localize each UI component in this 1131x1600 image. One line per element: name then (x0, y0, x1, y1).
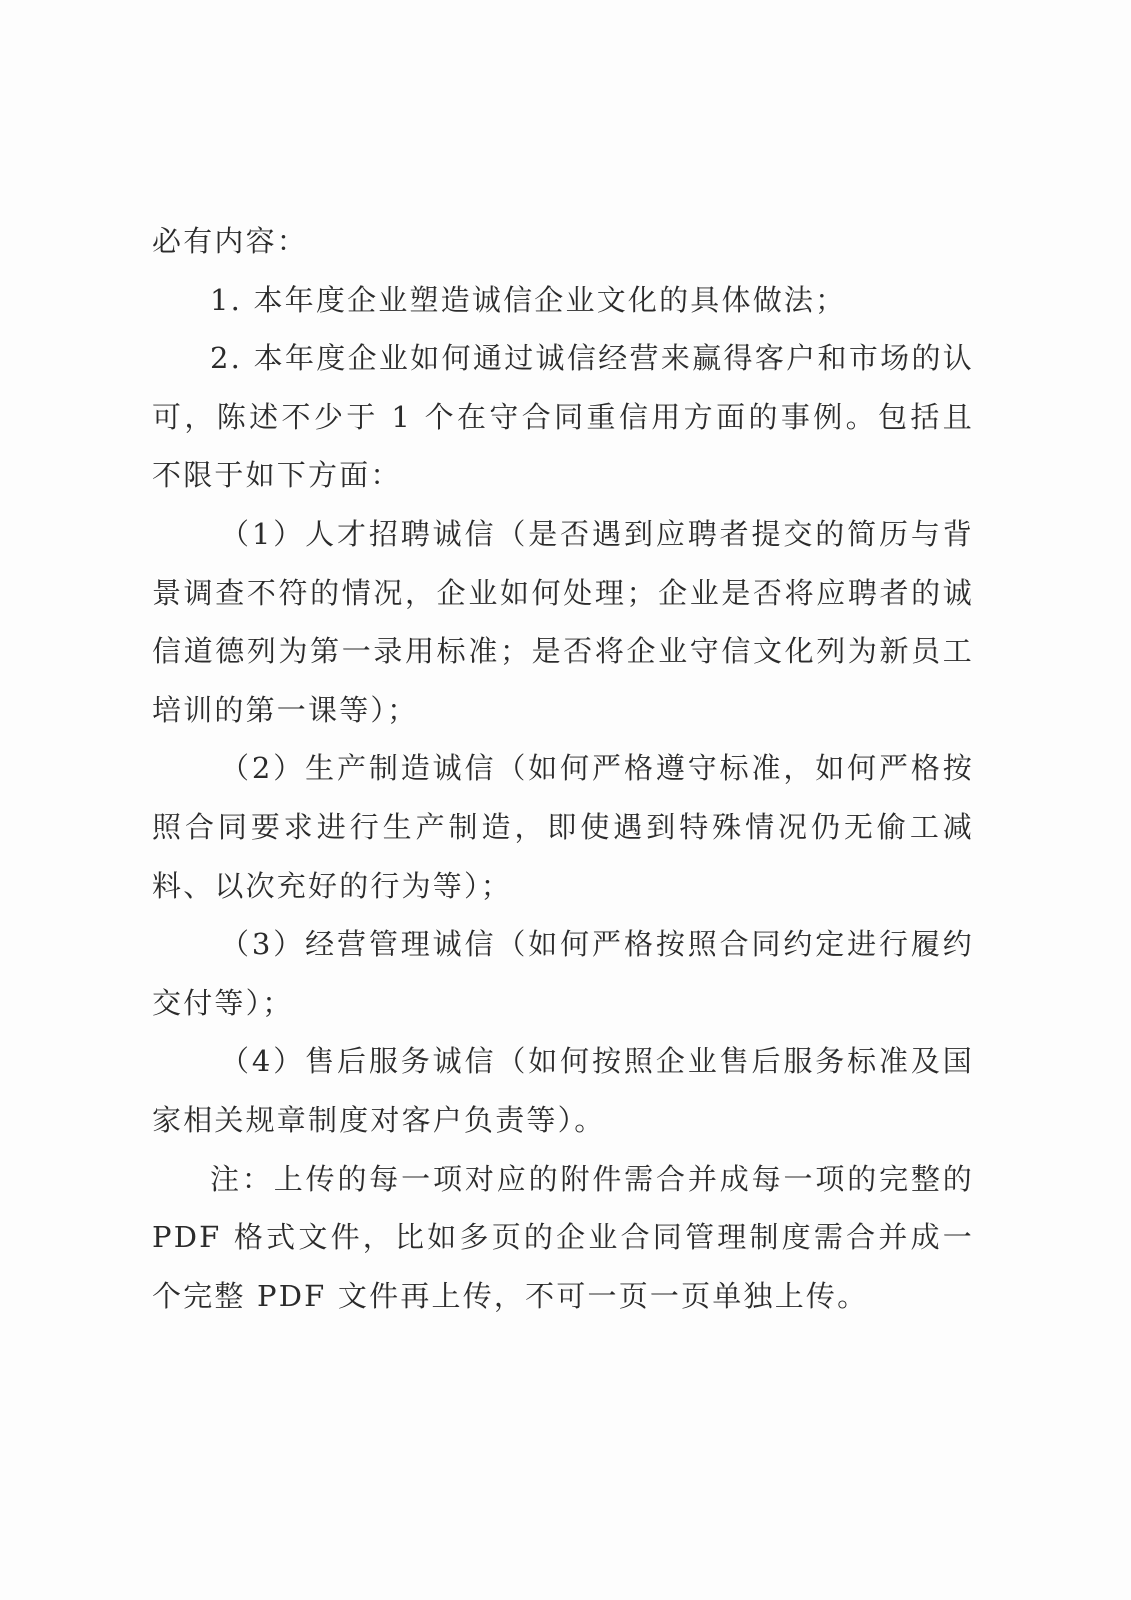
list-item-1: 1. 本年度企业塑造诚信企业文化的具体做法； (210, 282, 847, 317)
document-body (152, 212, 974, 1325)
note-paragraph: 注：上传的每一项对应的附件需合并成每一项的完整的 PDF 格式文件，比如多页的企业合同管理制度需合并成一个完整 PDF 文件再上传，不可一页一页单独上传。 (152, 1161, 974, 1313)
section-heading: 必有内容： (152, 224, 309, 258)
list-item-2: 2. 本年度企业如何通过诚信经营来赢得客户和市场的认可，陈述不少于 1 个在守合同重信用方面的事例。包括且不限于如下方面： (152, 341, 974, 493)
sub-item-1: （1）人才招聘诚信（是否遇到应聘者提交的简历与背景调查不符的情况，企业如何处理；企业是否将应聘者的诚信道德列为第一录用标准；是否将企业守信文化列为新员工培训的第一课等）； (152, 516, 974, 727)
sub-item-3: （3）经营管理诚信（如何严格按照合同约定进行履约交付等）； (152, 927, 974, 1020)
sub-item-2: （2）生产制造诚信（如何严格遵守标准，如何严格按照合同要求进行生产制造，即使遇到特殊情况仍无偷工减料、以次充好的行为等）； (152, 751, 974, 903)
sub-item-4: （4）售后服务诚信（如何按照企业售后服务标准及国家相关规章制度对客户负责等）。 (152, 1044, 974, 1137)
